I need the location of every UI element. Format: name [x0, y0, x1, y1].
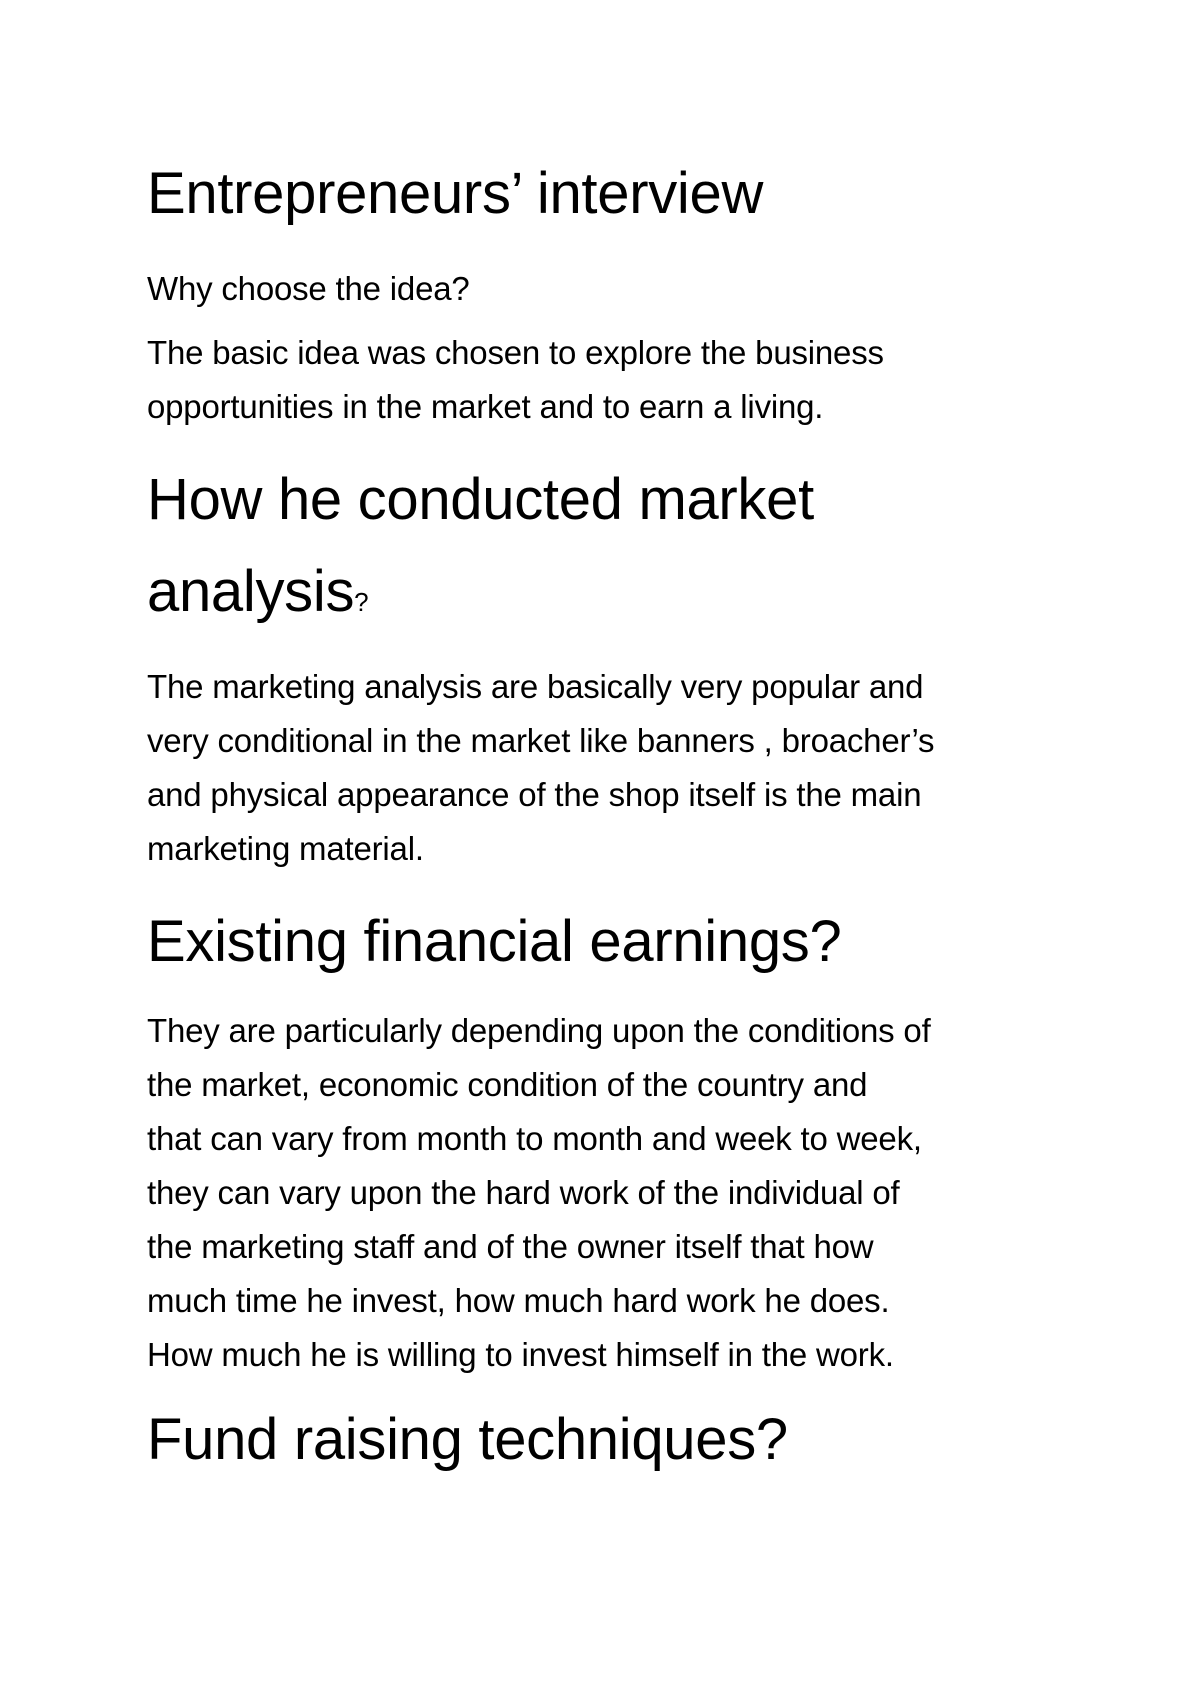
- paragraph-line: How much he is willing to invest himself in the work.: [147, 1336, 894, 1373]
- paragraph-line: the market, economic condition of the country and: [147, 1066, 868, 1103]
- paragraph-line: marketing material.: [147, 830, 424, 867]
- heading-suffix: ?: [354, 587, 369, 617]
- answer-financial-earnings: [147, 1004, 1087, 1382]
- paragraph-line: The basic idea was chosen to explore the business: [147, 334, 884, 371]
- heading-line: analysis: [147, 559, 355, 624]
- heading-line-with-suffix: [147, 546, 1087, 648]
- paragraph-line: and physical appearance of the shop itself is the main: [147, 776, 922, 813]
- paragraph-line: they can vary upon the hard work of the individual of: [147, 1174, 900, 1211]
- document-title: Entrepreneurs’ interview: [147, 161, 764, 226]
- paragraph-line: the marketing staff and of the owner itself that how: [147, 1228, 874, 1265]
- heading-fund-raising: Fund raising techniques?: [147, 1407, 788, 1472]
- heading-financial-earnings: Existing financial earnings?: [147, 909, 842, 974]
- heading-line: How he conducted market: [147, 467, 814, 532]
- answer-market-analysis: [147, 660, 1087, 876]
- paragraph-line: that can vary from month to month and week to week,: [147, 1120, 922, 1157]
- answer-why-choose-idea: [147, 326, 1087, 434]
- paragraph-line: The marketing analysis are basically very popular and: [147, 668, 924, 705]
- paragraph-line: very conditional in the market like banners , broacher’s: [147, 722, 935, 759]
- paragraph-line: much time he invest, how much hard work he does.: [147, 1282, 890, 1319]
- heading-market-analysis: [147, 454, 1087, 648]
- question-why-choose-idea: Why choose the idea?: [147, 270, 470, 307]
- paragraph-line: They are particularly depending upon the conditions of: [147, 1012, 931, 1049]
- paragraph-line: opportunities in the market and to earn a living.: [147, 388, 824, 425]
